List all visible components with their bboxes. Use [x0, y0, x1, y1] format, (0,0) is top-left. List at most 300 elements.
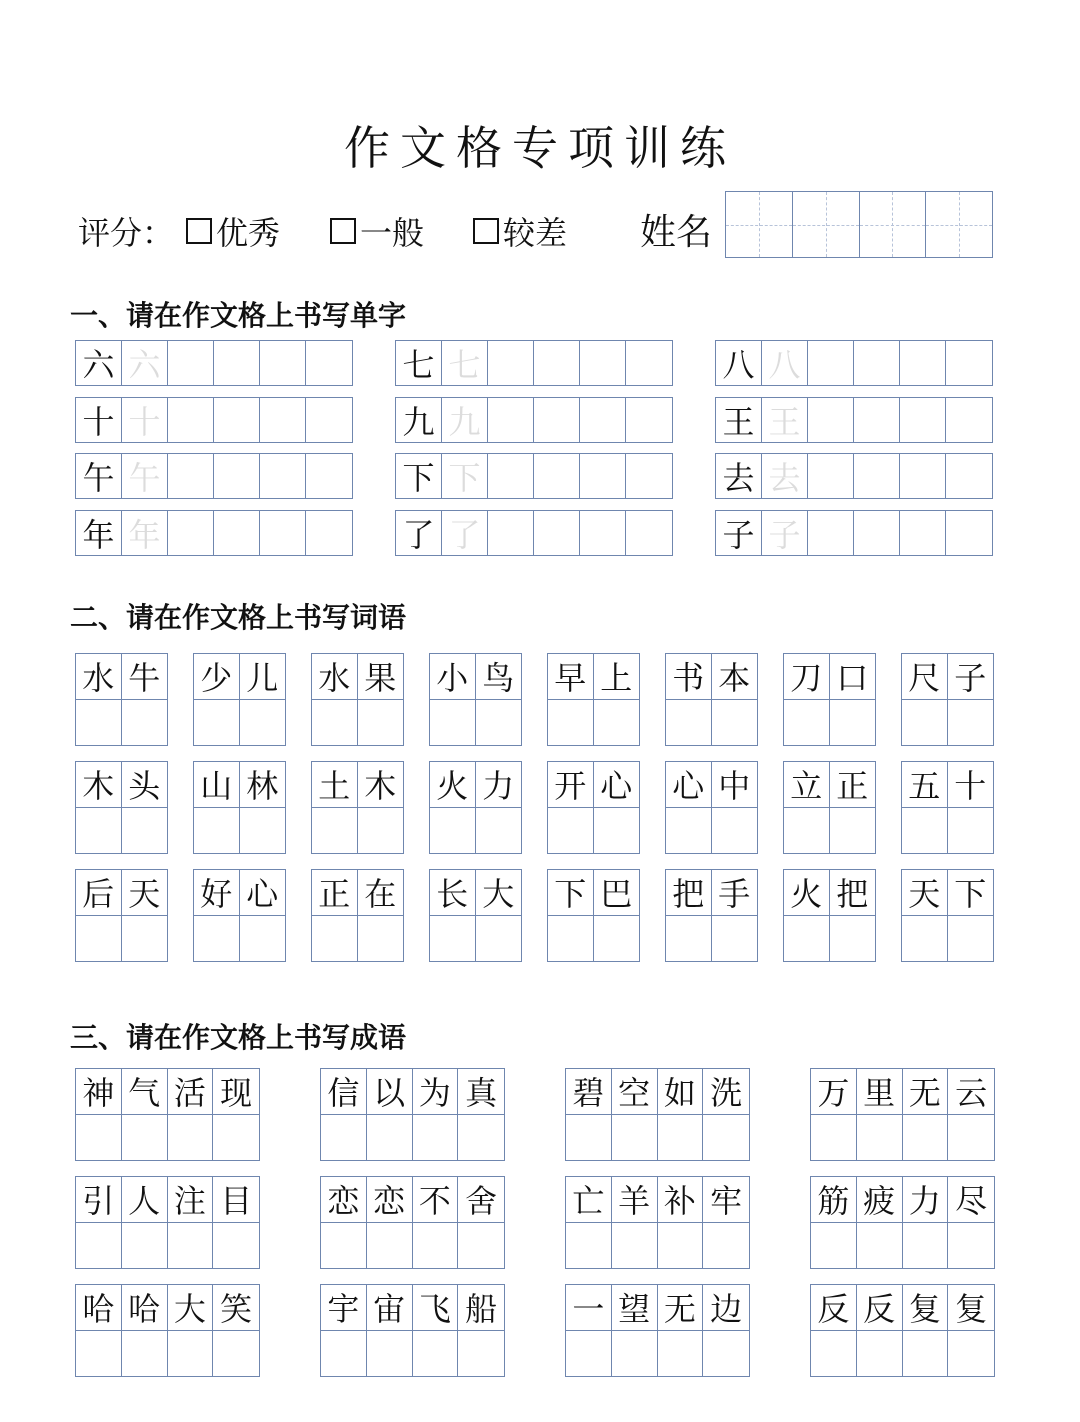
- practice-cell[interactable]: [306, 398, 352, 442]
- practice-cell[interactable]: [830, 700, 876, 746]
- model-char-cell: 少: [194, 654, 240, 700]
- model-char-cell: 土: [312, 762, 358, 808]
- model-char-cell: 天: [902, 870, 948, 916]
- model-char-cell: 云: [948, 1069, 994, 1115]
- idiom-block: [810, 1284, 995, 1377]
- idiom-block: [75, 1068, 260, 1161]
- practice-cell[interactable]: [488, 454, 534, 498]
- model-char-cell: 笑: [213, 1285, 259, 1331]
- practice-cell[interactable]: [580, 398, 626, 442]
- practice-cell[interactable]: [948, 1223, 994, 1269]
- practice-cell[interactable]: [666, 916, 712, 962]
- idiom-block: [810, 1176, 995, 1269]
- model-char-cell: 中: [712, 762, 758, 808]
- model-char-cell: 把: [830, 870, 876, 916]
- practice-cell[interactable]: [122, 808, 168, 854]
- practice-cell[interactable]: [854, 511, 900, 555]
- practice-cell[interactable]: [784, 916, 830, 962]
- practice-cell[interactable]: [900, 398, 946, 442]
- model-char-cell: 引: [76, 1177, 122, 1223]
- practice-cell[interactable]: [946, 398, 992, 442]
- model-char-cell: 下: [548, 870, 594, 916]
- model-char-cell: 正: [312, 870, 358, 916]
- model-char-cell: 信: [321, 1069, 367, 1115]
- practice-cell[interactable]: [306, 341, 352, 385]
- trace-char-cell: 了: [442, 511, 488, 555]
- trace-char-cell: 午: [122, 454, 168, 498]
- word-block: [547, 761, 640, 854]
- practice-cell[interactable]: [808, 454, 854, 498]
- model-char-cell: 果: [358, 654, 404, 700]
- practice-cell[interactable]: [594, 808, 640, 854]
- practice-cell[interactable]: [122, 1115, 168, 1161]
- model-char-cell: 十: [948, 762, 994, 808]
- practice-cell[interactable]: [321, 1331, 367, 1377]
- practice-cell[interactable]: [321, 1223, 367, 1269]
- practice-cell[interactable]: [811, 1331, 857, 1377]
- word-block: [193, 869, 286, 962]
- word-block: [75, 869, 168, 962]
- practice-cell[interactable]: [948, 1331, 994, 1377]
- model-char-cell: 里: [857, 1069, 903, 1115]
- practice-cell[interactable]: [903, 1331, 949, 1377]
- char-row: [715, 340, 993, 386]
- practice-cell[interactable]: [946, 341, 992, 385]
- model-char-cell: 亡: [566, 1177, 612, 1223]
- char-row: [715, 453, 993, 499]
- model-char-cell: 子: [948, 654, 994, 700]
- model-char-cell: 在: [358, 870, 404, 916]
- model-char-cell: 立: [784, 762, 830, 808]
- model-char-cell: 无: [903, 1069, 949, 1115]
- practice-cell[interactable]: [76, 916, 122, 962]
- practice-cell[interactable]: [900, 454, 946, 498]
- model-char-cell: 九: [396, 398, 442, 442]
- model-char-cell: 筋: [811, 1177, 857, 1223]
- model-char-cell: 人: [122, 1177, 168, 1223]
- practice-cell[interactable]: [214, 341, 260, 385]
- practice-cell[interactable]: [413, 1223, 459, 1269]
- page-title: 作文格专项训练: [344, 121, 736, 175]
- model-char-cell: 哈: [76, 1285, 122, 1331]
- model-char-cell: 神: [76, 1069, 122, 1115]
- name-cell[interactable]: [860, 192, 927, 257]
- idiom-block: [75, 1176, 260, 1269]
- practice-cell[interactable]: [194, 808, 240, 854]
- practice-cell[interactable]: [312, 916, 358, 962]
- word-block: [75, 761, 168, 854]
- word-block: [901, 869, 994, 962]
- practice-cell[interactable]: [612, 1115, 658, 1161]
- practice-cell[interactable]: [488, 341, 534, 385]
- practice-cell[interactable]: [811, 1115, 857, 1161]
- practice-cell[interactable]: [358, 700, 404, 746]
- practice-cell[interactable]: [626, 341, 672, 385]
- model-char-cell: 正: [830, 762, 876, 808]
- model-char-cell: 真: [458, 1069, 504, 1115]
- practice-cell[interactable]: [476, 916, 522, 962]
- practice-cell[interactable]: [903, 1115, 949, 1161]
- practice-cell[interactable]: [948, 1115, 994, 1161]
- model-char-cell: 洗: [703, 1069, 749, 1115]
- model-char-cell: 尽: [948, 1177, 994, 1223]
- practice-cell[interactable]: [626, 511, 672, 555]
- word-block: [311, 761, 404, 854]
- word-block: [429, 869, 522, 962]
- practice-cell[interactable]: [240, 916, 286, 962]
- name-cell[interactable]: [793, 192, 860, 257]
- practice-cell[interactable]: [214, 511, 260, 555]
- name-label: 姓名: [640, 212, 713, 253]
- model-char-cell: 复: [903, 1285, 949, 1331]
- model-char-cell: 去: [716, 454, 762, 498]
- model-char-cell: 鸟: [476, 654, 522, 700]
- model-char-cell: 牛: [122, 654, 168, 700]
- practice-cell[interactable]: [808, 341, 854, 385]
- practice-cell[interactable]: [213, 1223, 259, 1269]
- trace-char-cell: 七: [442, 341, 488, 385]
- word-block: [901, 653, 994, 746]
- model-char-cell: 巴: [594, 870, 640, 916]
- practice-cell[interactable]: [476, 808, 522, 854]
- practice-cell[interactable]: [122, 1331, 168, 1377]
- model-char-cell: 山: [194, 762, 240, 808]
- practice-cell[interactable]: [260, 398, 306, 442]
- trace-char-cell: 去: [762, 454, 808, 498]
- model-char-cell: 力: [903, 1177, 949, 1223]
- model-char-cell: 火: [430, 762, 476, 808]
- practice-cell[interactable]: [358, 916, 404, 962]
- practice-cell[interactable]: [430, 808, 476, 854]
- practice-cell[interactable]: [321, 1115, 367, 1161]
- practice-cell[interactable]: [168, 454, 214, 498]
- word-block: [783, 869, 876, 962]
- practice-cell[interactable]: [580, 454, 626, 498]
- model-char-cell: 小: [430, 654, 476, 700]
- option-poor[interactable]: [473, 208, 567, 254]
- practice-cell[interactable]: [168, 341, 214, 385]
- practice-cell[interactable]: [306, 454, 352, 498]
- practice-cell[interactable]: [458, 1223, 504, 1269]
- practice-cell[interactable]: [666, 700, 712, 746]
- model-char-cell: 力: [476, 762, 522, 808]
- model-char-cell: 边: [703, 1285, 749, 1331]
- section-2-title: 二、请在作文格上书写词语: [70, 601, 407, 634]
- practice-cell[interactable]: [808, 511, 854, 555]
- model-char-cell: 船: [458, 1285, 504, 1331]
- practice-cell[interactable]: [413, 1331, 459, 1377]
- model-char-cell: 心: [594, 762, 640, 808]
- model-char-cell: 头: [122, 762, 168, 808]
- practice-cell[interactable]: [784, 808, 830, 854]
- practice-cell[interactable]: [240, 808, 286, 854]
- practice-cell[interactable]: [948, 700, 994, 746]
- model-char-cell: 活: [168, 1069, 214, 1115]
- model-char-cell: 子: [716, 511, 762, 555]
- idiom-block: [320, 1284, 505, 1377]
- practice-cell[interactable]: [548, 808, 594, 854]
- model-char-cell: 下: [948, 870, 994, 916]
- model-char-cell: 刀: [784, 654, 830, 700]
- name-cell[interactable]: [726, 192, 793, 257]
- word-block: [547, 653, 640, 746]
- model-char-cell: 反: [811, 1285, 857, 1331]
- checkbox-excellent[interactable]: [186, 218, 212, 244]
- practice-cell[interactable]: [626, 398, 672, 442]
- model-char-cell: 八: [716, 341, 762, 385]
- model-char-cell: 如: [658, 1069, 704, 1115]
- practice-cell[interactable]: [902, 916, 948, 962]
- model-char-cell: 一: [566, 1285, 612, 1331]
- name-cell[interactable]: [926, 192, 992, 257]
- model-char-cell: 了: [396, 511, 442, 555]
- practice-cell[interactable]: [168, 1115, 214, 1161]
- model-char-cell: 木: [358, 762, 404, 808]
- char-row: [395, 510, 673, 556]
- practice-cell[interactable]: [488, 398, 534, 442]
- model-char-cell: 五: [902, 762, 948, 808]
- practice-cell[interactable]: [902, 808, 948, 854]
- practice-cell[interactable]: [658, 1223, 704, 1269]
- word-block: [193, 761, 286, 854]
- practice-cell[interactable]: [854, 454, 900, 498]
- model-char-cell: 以: [367, 1069, 413, 1115]
- model-char-cell: 空: [612, 1069, 658, 1115]
- practice-cell[interactable]: [712, 916, 758, 962]
- char-row: [715, 397, 993, 443]
- practice-cell[interactable]: [488, 511, 534, 555]
- name-grid[interactable]: [725, 191, 993, 258]
- model-char-cell: 宙: [367, 1285, 413, 1331]
- idiom-block: [565, 1284, 750, 1377]
- model-char-cell: 复: [948, 1285, 994, 1331]
- practice-cell[interactable]: [76, 1115, 122, 1161]
- model-char-cell: 本: [712, 654, 758, 700]
- practice-cell[interactable]: [548, 916, 594, 962]
- char-row: [75, 510, 353, 556]
- practice-cell[interactable]: [213, 1115, 259, 1161]
- practice-cell[interactable]: [658, 1331, 704, 1377]
- model-char-cell: 林: [240, 762, 286, 808]
- model-char-cell: 飞: [413, 1285, 459, 1331]
- idiom-block: [565, 1068, 750, 1161]
- practice-cell[interactable]: [260, 341, 306, 385]
- trace-char-cell: 十: [122, 398, 168, 442]
- model-char-cell: 儿: [240, 654, 286, 700]
- practice-cell[interactable]: [240, 700, 286, 746]
- practice-cell[interactable]: [808, 398, 854, 442]
- char-row: [395, 340, 673, 386]
- model-char-cell: 舍: [458, 1177, 504, 1223]
- model-char-cell: 恋: [321, 1177, 367, 1223]
- word-block: [783, 761, 876, 854]
- practice-cell[interactable]: [857, 1331, 903, 1377]
- model-char-cell: 上: [594, 654, 640, 700]
- trace-char-cell: 八: [762, 341, 808, 385]
- model-char-cell: 把: [666, 870, 712, 916]
- model-char-cell: 尺: [902, 654, 948, 700]
- practice-cell[interactable]: [76, 1223, 122, 1269]
- practice-cell[interactable]: [857, 1223, 903, 1269]
- practice-cell[interactable]: [367, 1331, 413, 1377]
- practice-cell[interactable]: [548, 700, 594, 746]
- idiom-block: [75, 1284, 260, 1377]
- practice-cell[interactable]: [358, 808, 404, 854]
- checkbox-average[interactable]: [330, 218, 356, 244]
- practice-cell[interactable]: [854, 398, 900, 442]
- trace-char-cell: 年: [122, 511, 168, 555]
- idiom-block: [810, 1068, 995, 1161]
- practice-cell[interactable]: [430, 700, 476, 746]
- model-char-cell: 年: [76, 511, 122, 555]
- word-block: [665, 869, 758, 962]
- model-char-cell: 望: [612, 1285, 658, 1331]
- word-block: [547, 869, 640, 962]
- practice-cell[interactable]: [658, 1115, 704, 1161]
- practice-cell[interactable]: [830, 808, 876, 854]
- model-char-cell: 宇: [321, 1285, 367, 1331]
- practice-cell[interactable]: [566, 1223, 612, 1269]
- practice-cell[interactable]: [946, 511, 992, 555]
- model-char-cell: 心: [240, 870, 286, 916]
- practice-cell[interactable]: [854, 341, 900, 385]
- practice-cell[interactable]: [260, 511, 306, 555]
- practice-cell[interactable]: [784, 700, 830, 746]
- practice-cell[interactable]: [900, 511, 946, 555]
- model-char-cell: 大: [168, 1285, 214, 1331]
- practice-cell[interactable]: [476, 700, 522, 746]
- trace-char-cell: 子: [762, 511, 808, 555]
- model-char-cell: 手: [712, 870, 758, 916]
- practice-cell[interactable]: [580, 511, 626, 555]
- practice-cell[interactable]: [566, 1331, 612, 1377]
- practice-cell[interactable]: [902, 700, 948, 746]
- practice-cell[interactable]: [811, 1223, 857, 1269]
- practice-cell[interactable]: [430, 916, 476, 962]
- practice-cell[interactable]: [76, 808, 122, 854]
- practice-cell[interactable]: [534, 454, 580, 498]
- word-block: [429, 653, 522, 746]
- practice-cell[interactable]: [903, 1223, 949, 1269]
- rating-label: 评分：: [78, 214, 175, 252]
- model-char-cell: 长: [430, 870, 476, 916]
- practice-cell[interactable]: [76, 1331, 122, 1377]
- practice-cell[interactable]: [122, 1223, 168, 1269]
- practice-cell[interactable]: [367, 1115, 413, 1161]
- practice-cell[interactable]: [626, 454, 672, 498]
- word-block: [665, 653, 758, 746]
- idiom-block: [320, 1176, 505, 1269]
- practice-cell[interactable]: [534, 511, 580, 555]
- char-row: [395, 397, 673, 443]
- practice-cell[interactable]: [194, 700, 240, 746]
- practice-cell[interactable]: [703, 1115, 749, 1161]
- option-poor-label: 较差: [503, 214, 568, 252]
- model-char-cell: 牢: [703, 1177, 749, 1223]
- practice-cell[interactable]: [413, 1115, 459, 1161]
- model-char-cell: 早: [548, 654, 594, 700]
- practice-cell[interactable]: [168, 1331, 214, 1377]
- practice-cell[interactable]: [712, 700, 758, 746]
- model-char-cell: 六: [76, 341, 122, 385]
- practice-cell[interactable]: [666, 808, 712, 854]
- word-block: [901, 761, 994, 854]
- practice-cell[interactable]: [830, 916, 876, 962]
- practice-cell[interactable]: [168, 398, 214, 442]
- practice-cell[interactable]: [458, 1115, 504, 1161]
- practice-cell[interactable]: [566, 1115, 612, 1161]
- checkbox-poor[interactable]: [473, 218, 499, 244]
- practice-cell[interactable]: [594, 916, 640, 962]
- practice-cell[interactable]: [367, 1223, 413, 1269]
- practice-cell[interactable]: [76, 700, 122, 746]
- model-char-cell: 气: [122, 1069, 168, 1115]
- char-row: [395, 453, 673, 499]
- practice-cell[interactable]: [168, 1223, 214, 1269]
- practice-cell[interactable]: [214, 398, 260, 442]
- word-block: [75, 653, 168, 746]
- section-1-title: 一、请在作文格上书写单字: [70, 299, 407, 332]
- practice-cell[interactable]: [946, 454, 992, 498]
- practice-cell[interactable]: [122, 700, 168, 746]
- practice-cell[interactable]: [458, 1331, 504, 1377]
- practice-cell[interactable]: [312, 808, 358, 854]
- model-char-cell: 心: [666, 762, 712, 808]
- practice-cell[interactable]: [122, 916, 168, 962]
- section-3-title: 三、请在作文格上书写成语: [70, 1021, 407, 1054]
- practice-cell[interactable]: [857, 1115, 903, 1161]
- practice-cell[interactable]: [900, 341, 946, 385]
- model-char-cell: 口: [830, 654, 876, 700]
- model-char-cell: 目: [213, 1177, 259, 1223]
- practice-cell[interactable]: [534, 398, 580, 442]
- model-char-cell: 王: [716, 398, 762, 442]
- practice-cell[interactable]: [260, 454, 306, 498]
- practice-cell[interactable]: [580, 341, 626, 385]
- trace-char-cell: 六: [122, 341, 168, 385]
- practice-cell[interactable]: [168, 511, 214, 555]
- model-char-cell: 水: [312, 654, 358, 700]
- practice-cell[interactable]: [306, 511, 352, 555]
- model-char-cell: 七: [396, 341, 442, 385]
- practice-cell[interactable]: [612, 1331, 658, 1377]
- char-row: [75, 453, 353, 499]
- practice-cell[interactable]: [948, 916, 994, 962]
- model-char-cell: 水: [76, 654, 122, 700]
- model-char-cell: 木: [76, 762, 122, 808]
- model-char-cell: 反: [857, 1285, 903, 1331]
- practice-cell[interactable]: [214, 454, 260, 498]
- model-char-cell: 为: [413, 1069, 459, 1115]
- model-char-cell: 万: [811, 1069, 857, 1115]
- practice-cell[interactable]: [712, 808, 758, 854]
- model-char-cell: 好: [194, 870, 240, 916]
- practice-cell[interactable]: [312, 700, 358, 746]
- trace-char-cell: 九: [442, 398, 488, 442]
- practice-cell[interactable]: [612, 1223, 658, 1269]
- model-char-cell: 疲: [857, 1177, 903, 1223]
- practice-cell[interactable]: [703, 1331, 749, 1377]
- practice-cell[interactable]: [534, 341, 580, 385]
- option-excellent[interactable]: [186, 208, 280, 254]
- practice-cell[interactable]: [213, 1331, 259, 1377]
- option-average[interactable]: [330, 208, 424, 254]
- practice-cell[interactable]: [948, 808, 994, 854]
- practice-cell[interactable]: [594, 700, 640, 746]
- practice-cell[interactable]: [703, 1223, 749, 1269]
- model-char-cell: 天: [122, 870, 168, 916]
- practice-cell[interactable]: [194, 916, 240, 962]
